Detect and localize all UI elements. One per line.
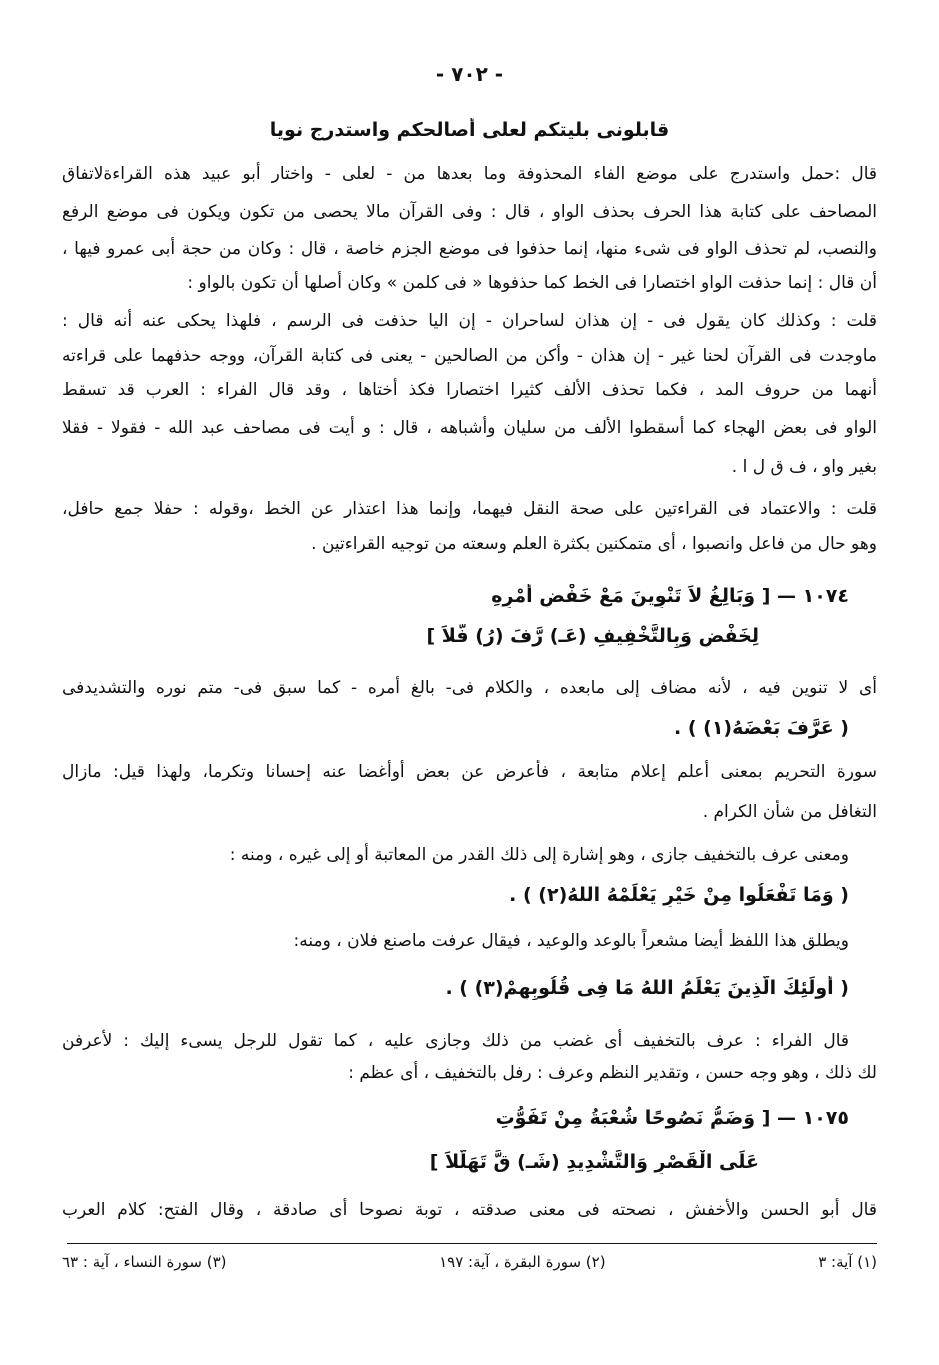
quote-line-3: ( أُولَئِكَ الَّذِينَ يَعْلَمُ اللهُ مَا فِى قُلُوبِهِمْ(٣) ) .: [445, 977, 849, 999]
text-line-15: ومعنى عرف بالتخفيف جازى ، وهو إشارة إلى ذلك القدر من المعاتبة أو إلى غيره ، ومنه :: [229, 845, 849, 865]
text-line-16: ويطلق هذا اللفظ أيضا مشعراً بالوعد والوعيد ، فيقال عرفت ماصنع فلان ، ومنه:: [293, 931, 849, 951]
text-line-13: سورة التحريم بمعنى أعلم إعلام متابعة ، فأعرض عن بعض أوأغضا عنه إحسانا وتكرما، ولهذا قيل: مازال: [62, 762, 877, 782]
verse-line-top: قابلونى بليتكم لعلى أصالحكم واستدرج نويا: [269, 119, 670, 141]
page-number: - ٧٠٢ -: [435, 62, 504, 86]
text-line-4: أن قال : إنما حذفت الواو اختصارا فى الخط كما حذفوها « فى كلمن » وكان أصلها أن تكون بالواو :: [187, 273, 877, 293]
text-line-9: بغير واو ، ف ق ل ا .: [731, 457, 877, 477]
text-line-19: قال أبو الحسن والأخفش ، نصحته فى معنى صدقته ، توبة نصوحا أى صادقة ، وقال الفتح: كلام العرب: [62, 1200, 877, 1220]
text-line-1: قال :حمل واستدرج على موضع الفاء المحذوفة وما بعدها من - لعلى - واختار أبو عبيد هذه القراءةلاتفاق: [62, 164, 877, 184]
text-line-18: لك ذلك ، وهو وجه حسن ، وتقدير النظم وعرف : رفل بالتخفيف ، أى عظم :: [348, 1063, 877, 1083]
verse-1074-line-2: لِخَفْضٍ وَبِالتَّخْفِيفِ (عَـ) رَّفَ (رُ) فَّلاَ ]: [426, 625, 759, 647]
footnote-1: (١) آية: ٣: [818, 1253, 877, 1271]
text-line-5: قلت : وكذلك كان يقول فى - إن هذان لساحران - إن اليا حذفت فى الرسم ، فلهذا يحكى عنه أنه قال :: [62, 311, 877, 331]
footnote-3: (٣) سورة النساء ، آية : ٦٣: [62, 1253, 227, 1271]
quote-line-1: ( عَرَّفَ بَعْضَهُ(١) ) .: [673, 717, 849, 739]
quote-line-2: ( وَمَا تَفْعَلُوا مِنْ خَيْرٍ يَعْلَمْهُ اللهُ(٢) ) .: [509, 884, 849, 906]
text-line-7: أنهما من حروف المد ، فكما تحذف الألف كثيرا اختصارا فكذ أختاها ، وقد قال الفراء : العرب قد تسقط: [62, 380, 877, 400]
text-line-6: ماوجدت فى القرآن لحنا غير - إن هذان - وأكن من الصالحين - يعنى فى كتابة القرآن، ووجه حذفهما على قراءته: [62, 346, 877, 366]
verse-1075-line-2: عَلَى الْقَصْرِ وَالتَّشْدِيدِ (شَـ) قَّ تَهَلُّلاَ ]: [429, 1151, 759, 1173]
text-line-11: وهو حال من فاعل وانصبوا ، أى متمكنين بكثرة العلم وسعته من توجيه القراءتين .: [311, 534, 877, 554]
text-line-14: التغافل من شأن الكرام .: [702, 802, 877, 822]
text-line-3: والنصب، لم تحذف الواو فى شىء منها، إنما حذفوا فى موضع الجزم خاصة ، قال : وكان من حجة أبى عمرو فيها ،: [62, 239, 877, 259]
text-line-17: قال الفراء : عرف بالتخفيف أى غضب من ذلك وجازى عليه ، كما تقول للرجل يسىء إليك : لأعرفن: [62, 1031, 849, 1051]
text-line-10: قلت : والاعتماد فى القراءتين على صحة النقل فيهما، وإنما هذا اعتذار عن الخط ،وقوله : حفلا جمع حافل،: [62, 499, 877, 519]
footnote-divider: [67, 1243, 877, 1244]
verse-1075-line-1: ١٠٧٥ — [ وَضَمُّ نَصُوحًا شُعْبَةُ مِنْ تَفَوُّتِ: [495, 1107, 849, 1129]
text-line-2: المصاحف على كتابة هذا الحرف بحذف الواو ، قال : وفى القرآن مالا يحصى من تكون ويكون فى موضع الرفع: [62, 202, 877, 222]
footnotes: [62, 1250, 877, 1274]
footnote-2: (٢) سورة البقرة ، آية: ١٩٧: [439, 1253, 606, 1271]
text-line-12: أى لا تنوين فيه ، لأنه مضاف إلى مابعده ، والكلام فى- بالغ أمره - كما سبق فى- متم نوره والتشديدفى: [62, 678, 877, 698]
verse-1074-line-1: ١٠٧٤ — [ وَبَالِغُ لاَ تَنْوِينَ مَعْ خَفْضِ أَمْرِهِ: [491, 585, 849, 607]
text-line-8: الواو فى بعض الهجاء كما أسقطوا الألف من سليان وأشباهه ، قال : و أيت فى مصاحف عبد الله - فقولا - فقلا: [62, 418, 877, 438]
